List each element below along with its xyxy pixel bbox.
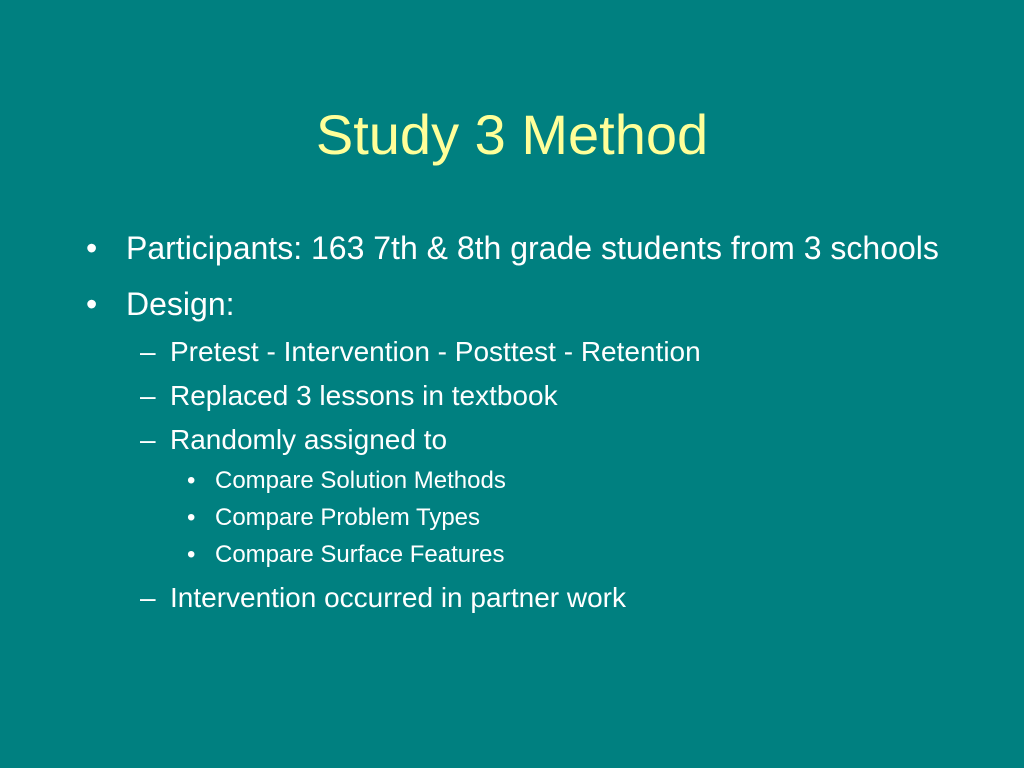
subitem-text: Intervention occurred in partner work bbox=[170, 582, 626, 613]
subitem-text: Replaced 3 lessons in textbook bbox=[170, 380, 558, 411]
dash-icon: – bbox=[140, 424, 156, 455]
dash-icon: – bbox=[140, 336, 156, 367]
bullet-icon: • bbox=[187, 467, 196, 494]
bullet-design bbox=[84, 282, 964, 326]
bullet-icon: • bbox=[86, 230, 98, 266]
condition-text: Compare Surface Features bbox=[215, 541, 505, 568]
condition-solution-methods bbox=[84, 465, 964, 497]
condition-text: Compare Problem Types bbox=[215, 504, 481, 531]
slide-title: Study 3 Method bbox=[315, 103, 709, 166]
bullet-text: Design: bbox=[126, 286, 235, 322]
bullet-icon: • bbox=[187, 504, 196, 531]
bullet-icon: • bbox=[187, 541, 196, 568]
condition-problem-types bbox=[84, 502, 964, 534]
dash-icon: – bbox=[140, 582, 156, 613]
dash-icon: – bbox=[140, 380, 156, 411]
bullet-participants bbox=[84, 226, 964, 270]
condition-surface-features bbox=[84, 539, 964, 571]
subitem-design-procedure bbox=[84, 334, 964, 370]
slide-body bbox=[84, 226, 964, 616]
subitem-randomly-assigned bbox=[84, 422, 964, 458]
subitem-partner-work bbox=[84, 580, 964, 616]
subitem-text: Pretest - Intervention - Posttest - Retention bbox=[170, 336, 701, 367]
bullet-text: Participants: 163 7th & 8th grade students from 3 schools bbox=[126, 230, 939, 266]
condition-text: Compare Solution Methods bbox=[215, 467, 506, 494]
subitem-replaced-lessons bbox=[84, 378, 964, 414]
bullet-icon: • bbox=[86, 286, 98, 322]
subitem-text: Randomly assigned to bbox=[170, 424, 448, 455]
